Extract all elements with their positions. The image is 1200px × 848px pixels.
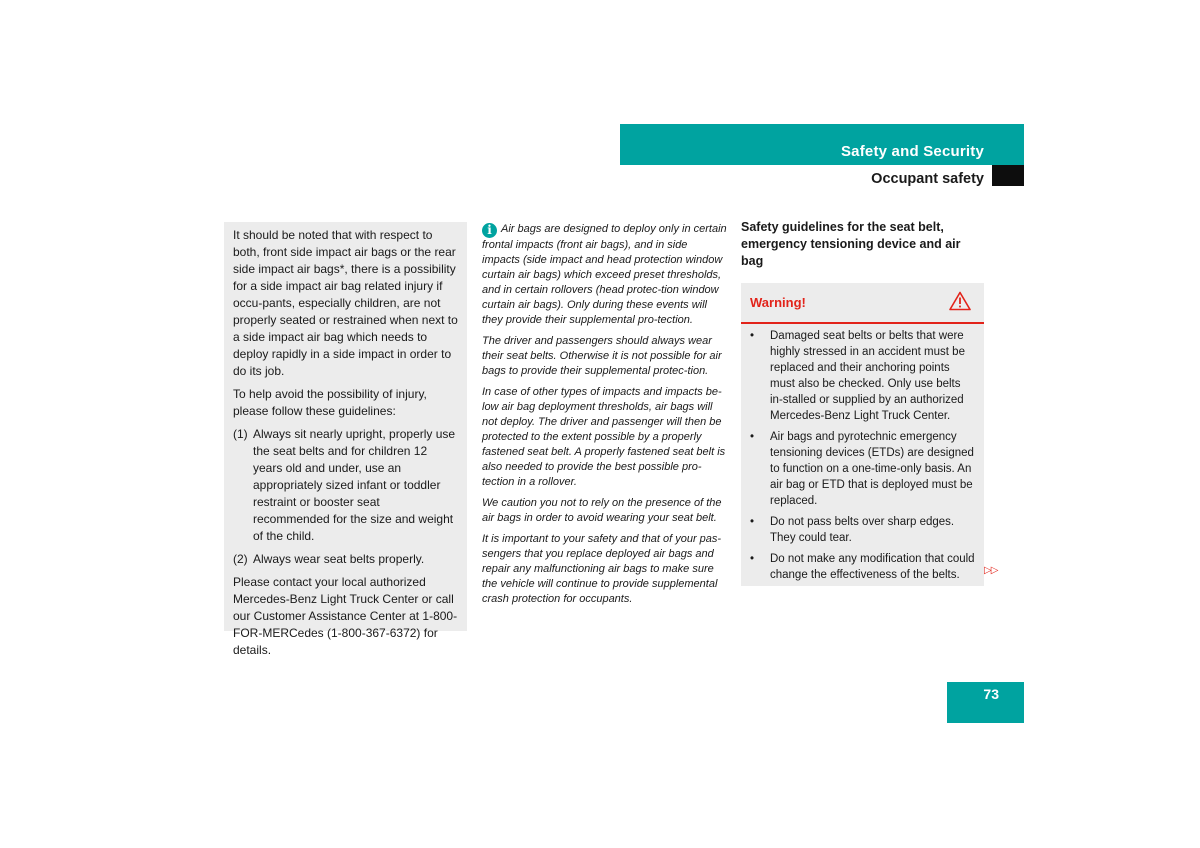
warning-item-text: Do not pass belts over sharp edges. They could tear. — [770, 516, 955, 544]
bullet: • — [750, 330, 755, 342]
info-paragraph: We caution you not to rely on the presence of the air bags in order to avoid wearing your seat belt. — [482, 497, 722, 524]
intro-paragraph: It should be noted that with respect to both, front side impact air bags or the rear side impact air bags*, there is a possibility for a side impact air bag related injury if occu-pants, especially children, are not properly seated or restrained when next to a side impact air bag which needs to deploy rapidly in a side impact in order to do its job. — [233, 228, 458, 378]
warning-item-text: Air bags and pyrotechnic emergency tensioning devices (ETDs) are designed to function on a one-time-only basis. An air bag or ETD that is deployed must be replaced. — [770, 431, 974, 507]
list-item — [750, 429, 976, 509]
bullet: • — [750, 553, 755, 565]
info-paragraph-text: Air bags are designed to deploy only in certain frontal impacts (front air bags), and in side impacts (side impact and head protection window curtain air bags) which exceed preset thresholds, and in certain rollovers (head protec-tion window curtain air bags). Only during these events will they provide their supplemental pro-tection. — [482, 223, 727, 326]
warning-item-text: Do not make any modification that could change the effectiveness of the belts. — [770, 553, 975, 581]
info-paragraph: The driver and passengers should always wear their seat belts. Otherwise it is not possible for air bags to provide their supplemental protec-tion. — [482, 335, 722, 377]
warning-list — [741, 324, 984, 583]
continued-arrow-icon: ▷▷ — [984, 565, 998, 576]
safety-guidelines-heading: Safety guidelines for the seat belt, emergency tensioning device and air bag — [741, 220, 961, 268]
section-title: Safety and Security — [840, 143, 984, 160]
list-item — [750, 514, 976, 546]
warning-item-text: Damaged seat belts or belts that were highly stressed in an accident must be replaced and their anchoring points must also be checked. Only use belts in-stalled or supplied by an authorized Mercedes-Benz Light Truck Center. — [770, 330, 965, 422]
guideline-intro: To help avoid the possibility of injury, please follow these guidelines: — [233, 387, 427, 418]
airbag-info-column — [482, 222, 727, 613]
side-impact-note-panel — [224, 222, 467, 657]
warning-box — [741, 283, 984, 586]
info-paragraph: It is important to your safety and that of your pas-sengers that you replace deployed air bags and repair any malfunctioning air bags to make sure the vehicle will continue to provide supplemental crash protection for occupants. — [482, 533, 722, 605]
bullet: • — [750, 516, 755, 528]
list-item — [750, 328, 976, 424]
info-paragraph — [482, 222, 727, 328]
page-number: 73 — [983, 686, 999, 702]
info-icon: i — [482, 223, 497, 238]
list-item — [233, 426, 458, 545]
info-paragraph: In case of other types of impacts and impacts be-low air bag deployment thresholds, air bags will not deploy. The driver and passenger will then be protected to the extent possible by a properly fastened seat belt. A properly fastened seat belt is also needed to provide the best possible pro-tection in a rollover. — [482, 386, 726, 488]
list-item-text: Always wear seat belts properly. — [253, 552, 425, 566]
warning-header — [741, 283, 984, 324]
bullet: • — [750, 431, 755, 443]
list-item-number: (1) — [233, 427, 248, 441]
guideline-list — [233, 426, 458, 568]
list-item — [233, 551, 458, 568]
contact-paragraph: Please contact your local authorized Mercedes-Benz Light Truck Center or call our Customer Assistance Center at 1-800-FOR-MERCedes (1-800-367-6372) for details. — [233, 575, 458, 657]
page-number-tab — [947, 682, 1024, 723]
list-item-text: Always sit nearly upright, properly use the seat belts and for children 12 years old and under, use an appropriately sized infant or toddler restraint or booster seat recommended for the size and weight of the child. — [253, 427, 456, 543]
header-marker-block — [992, 165, 1024, 186]
warning-triangle-icon — [949, 291, 971, 311]
list-item-number: (2) — [233, 552, 248, 566]
list-item — [750, 551, 976, 583]
section-header-band — [620, 124, 1024, 165]
subsection-title: Occupant safety — [871, 171, 984, 187]
warning-label: Warning! — [750, 295, 806, 310]
